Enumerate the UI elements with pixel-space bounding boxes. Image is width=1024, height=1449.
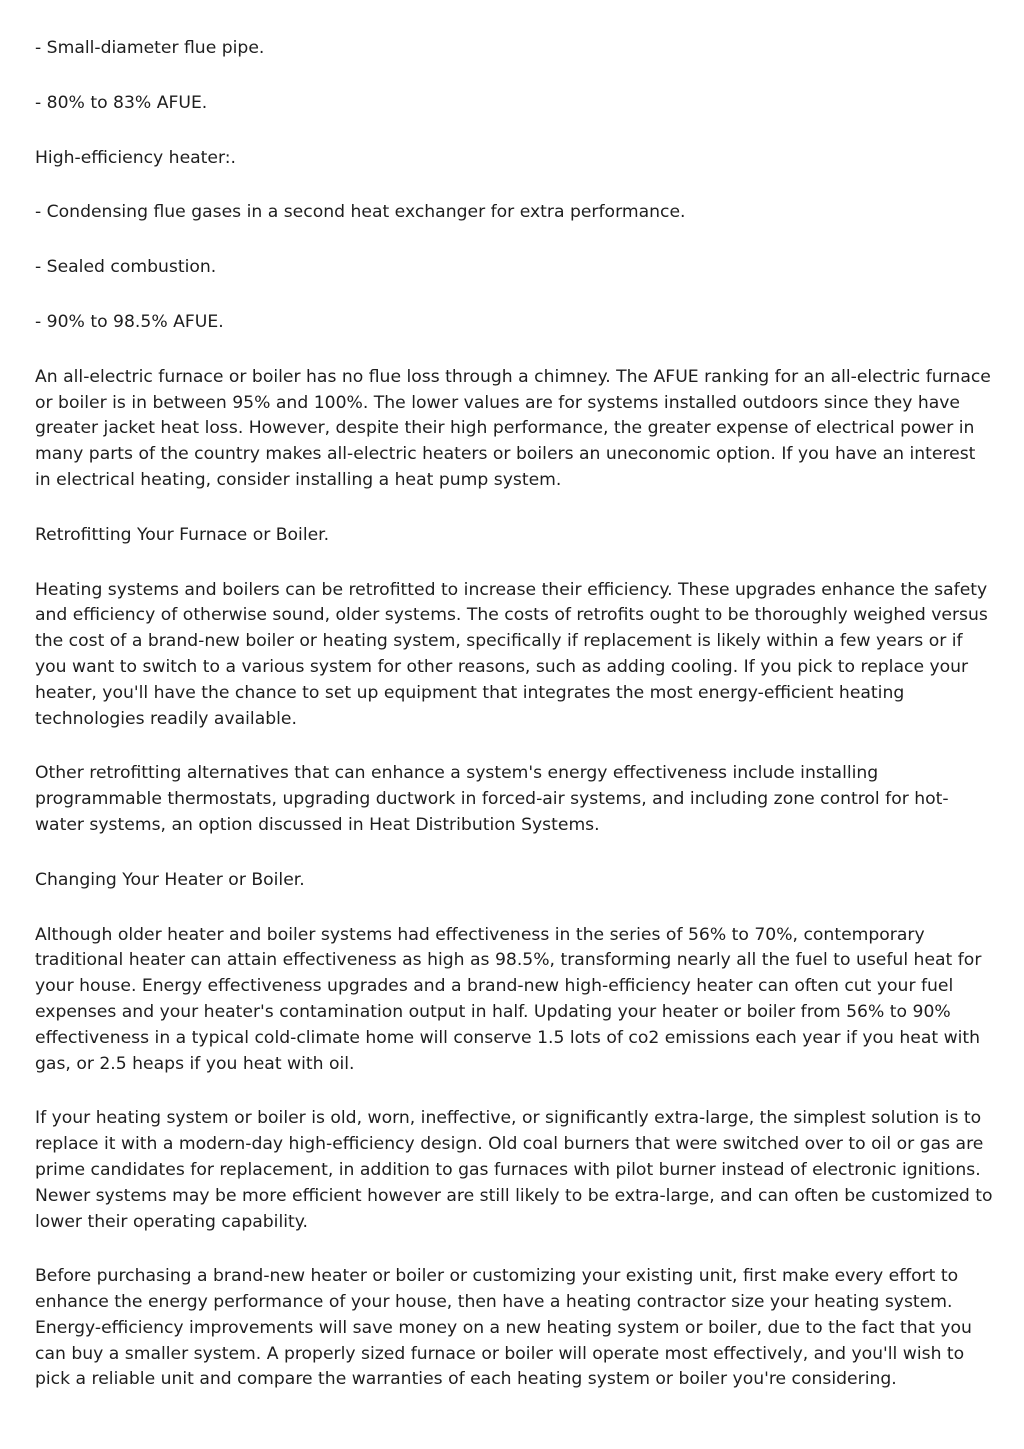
heading-retrofitting: Retrofitting Your Furnace or Boiler. [35,524,330,545]
paragraph-before-purchasing: Before purchasing a brand-new heater or boiler or customizing your existing unit, first make every effort to enhance the energy performance of your house, then have a heating contractor size your heating system. Energy-efficiency improvements will save money on a new heating system or boiler, due to the fact that you can buy a smaller system. A properly sized furnace or boiler will operate most effectively, and you'll wish to pick a reliable unit and compare the warranties of each heating system or boiler you're considering. [35,1266,972,1390]
bullet-sealed-combustion: - Sealed combustion. [35,257,217,278]
bullet-flue-pipe: - Small-diameter flue pipe. [35,38,265,58]
document-body [35,36,993,1422]
bullet-afue-80-83: - 80% to 83% AFUE. [35,92,208,113]
paragraph-replace-old-system: If your heating system or boiler is old, worn, ineffective, or significantly extra-large, the simplest solution is to replace it with a modern-day high-efficiency design. Old coal burners that were switched over to oil or gas are prime candidates for replacement, in addition to gas furnaces with pilot burner instead of electronic ignitions. Newer systems may be more efficient however are still likely to be extra-large, and can often be customized to lower their operating capability. [35,1108,993,1232]
heading-changing-heater: Changing Your Heater or Boiler. [35,869,305,890]
paragraph-all-electric: An all-electric furnace or boiler has no flue loss through a chimney. The AFUE ranking for an all-electric furnace or boiler is in between 95% and 100%. The lower values are for systems installed outdoors since they have greater jacket heat loss. However, despite their high performance, the greater expense of electrical power in many parts of the country makes all-electric heaters or boilers an uneconomic option. If you have an interest in electrical heating, consider installing a heat pump system. [35,366,991,490]
paragraph-older-systems: Although older heater and boiler systems had effectiveness in the series of 56% to 70%, contemporary traditional heater can attain effectiveness as high as 98.5%, transforming nearly all the fuel to useful heat for your house. Energy effectiveness upgrades and a brand-new high-efficiency heater can often cut your fuel expenses and your heater's contamination output in half. Updating your heater or boiler from 56% to 90% effectiveness in a typical cold-climate home will conserve 1.5 lots of co2 emissions each year if you heat with gas, or 2.5 heaps if you heat with oil. [35,924,982,1074]
bullet-afue-90-98: - 90% to 98.5% AFUE. [35,311,224,332]
paragraph-retrofit-efficiency: Heating systems and boilers can be retrofitted to increase their efficiency. These upgrades enhance the safety and efficiency of otherwise sound, older systems. The costs of retrofits ought to be thoroughly weighed versus the cost of a brand-new boiler or heating system, specifically if replacement is likely within a few years or if you want to switch to a various system for other reasons, such as adding cooling. If you pick to replace your heater, you'll have the chance to set up equipment that integrates the most energy-efficient heating technologies readily available. [35,579,988,729]
heading-high-efficiency-heater: High-efficiency heater:. [35,147,237,168]
paragraph-retrofit-alternatives: Other retrofitting alternatives that can enhance a system's energy effectiveness include installing programmable thermostats, upgrading ductwork in forced-air systems, and including zone control for hot-water systems, an option discussed in Heat Distribution Systems. [35,763,949,835]
bullet-condensing-flue-gases: - Condensing flue gases in a second heat exchanger for extra performance. [35,202,686,223]
